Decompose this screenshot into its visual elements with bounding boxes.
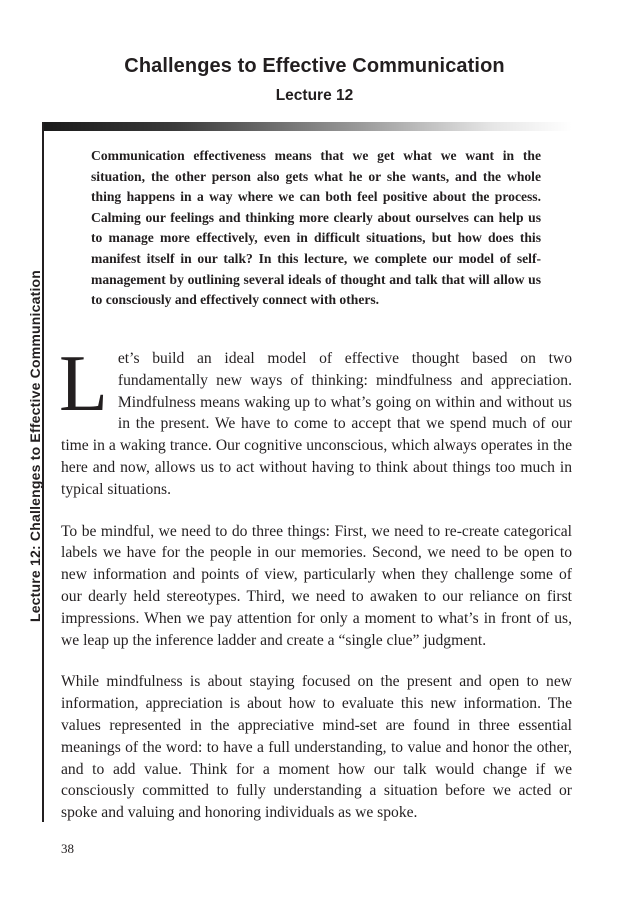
paragraph-1 [59,340,572,501]
page-number: 38 [61,841,74,856]
page-title: Challenges to Effective Communication [124,55,505,77]
running-side-label: Lecture 12: Challenges to Effective Communication [27,269,43,623]
drop-cap: L [59,340,108,428]
header-gradient-rule [42,122,572,131]
lecture-abstract: Communication effectiveness means that we get what we want in the situation, the other person also gets what he or she wants, and the whole thing happens in a way where we can both feel positive about the process. Calming our feelings and thinking more clearly about ourselves can help us to manage more effectively, even in difficult situations, but how does this manifest itself in our talk? In this lecture, we complete our model of self-management by outlining several ideals of thought and talk that will allow us to consciously and effectively connect with others. [91,148,541,308]
paragraph-2: To be mindful, we need to do three things: First, we need to re-create categorical labels we have for the people in our memories. Second, we need to be open to new information and points of view, particularly when they challenge some of our dearly held stereotypes. Third, we need to awaken to our reliance on first impressions. When we pay attention for only a moment to what’s in front of us, we leap up the inference ladder and create a “single clue” judgment. [61,522,572,649]
body-text [59,340,572,844]
lecture-number: Lecture 12 [275,87,354,104]
paragraph-1-text: et’s build an ideal model of effective thought based on two fundamentally new ways of thinking: mindfulness and appreciation. Mindfulness means waking up to what’s going on within and without us in the present. We have to come to accept that we spend much of our time in a waking trance. Our cognitive unconscious, which always operates in the here and now, allows us to act without having to think about things too much in typical situations. [61,350,572,498]
paragraph-3: While mindfulness is about staying focused on the present and open to new information, appreciation is about how to evaluate this new information. The values represented in the appreciative mind-set are found in three essential meanings of the word: to have a full understanding, to value and honor the other, and to add value. Think for a moment how our talk would change if we consciously committed to fully understanding a situation before we acted or spoke and valuing and honoring individuals as we spoke. [61,673,572,822]
